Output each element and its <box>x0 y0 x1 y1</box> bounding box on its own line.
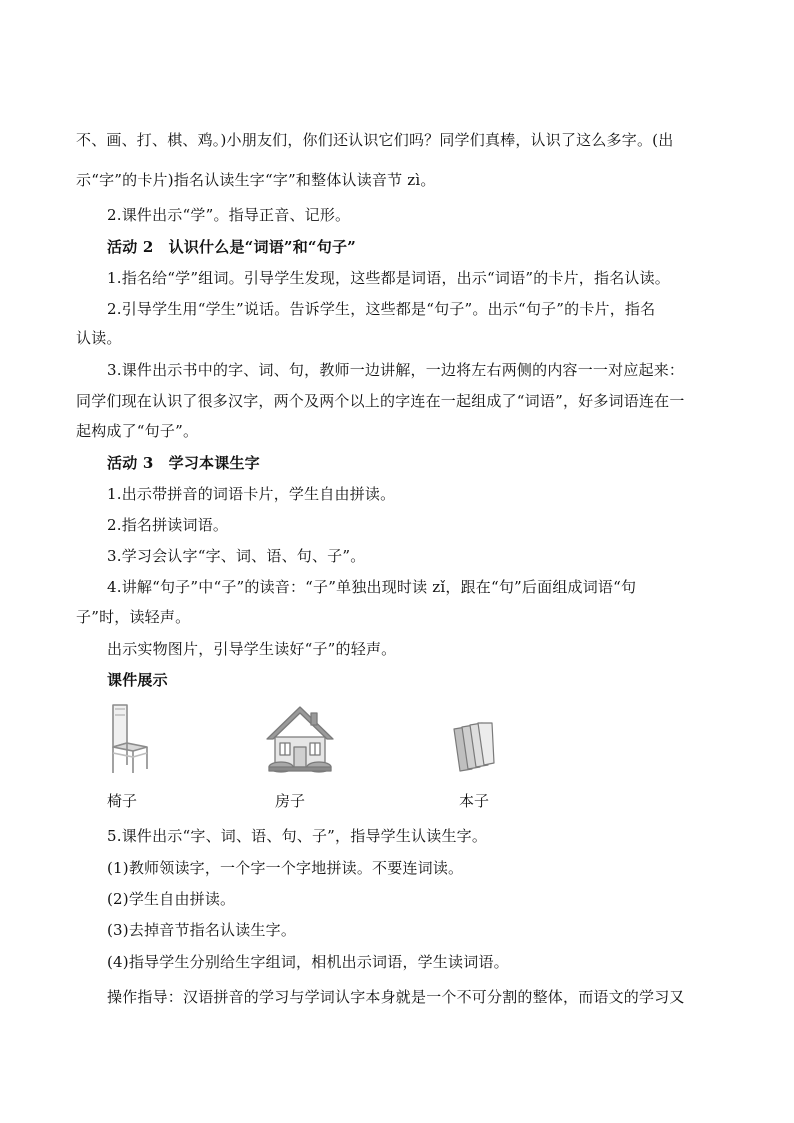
house-icon <box>265 703 335 773</box>
paragraph-line: 子”时，读轻声。 <box>76 608 191 626</box>
caption-house: 房子 <box>275 792 306 810</box>
paragraph-line: 4.讲解“句子”中“子”的读音：“子”单独出现时读 zǐ，跟在“句”后面组成词语“句 <box>107 578 637 596</box>
paragraph-line: 2.指名拼读词语。 <box>107 516 229 534</box>
paragraph-line: 3.课件出示书中的字、词、句，教师一边讲解，一边将左右两侧的内容一一对应起来： <box>107 361 685 379</box>
list-item: (4)指导学生分别给生字组词，相机出示词语，学生读词语。 <box>107 953 509 971</box>
paragraph-line: 2.课件出示“学”。指导正音、记形。 <box>107 206 351 224</box>
paragraph-line: 起构成了“句子”。 <box>76 422 199 440</box>
list-item: (2)学生自由拼读。 <box>107 890 236 908</box>
paragraph-line: 5.课件出示“字、词、语、句、子”，指导学生认读生字。 <box>107 827 488 845</box>
paragraph-line: 认读。 <box>76 329 122 347</box>
paragraph-line: 2.引导学生用“学生”说话。告诉学生，这些都是“句子”。出示“句子”的卡片，指名 <box>107 300 656 318</box>
list-item: (3)去掉音节指名认读生字。 <box>107 921 297 939</box>
paragraph-line: 不、画、打、棋、鸡。)小朋友们，你们还认识它们吗？同学们真棒，认识了这么多字。(出 <box>76 131 674 149</box>
courseware-label: 课件展示 <box>107 671 168 689</box>
caption-chair: 椅子 <box>107 792 138 810</box>
list-item: (1)教师领读字，一个字一个字地拼读。不要连词读。 <box>107 859 464 877</box>
operation-guide: 操作指导：汉语拼音的学习与学词认字本身就是一个不可分割的整体，而语文的学习又 <box>107 988 685 1006</box>
section-heading: 活动 2 认识什么是“词语”和“句子” <box>107 238 356 256</box>
paragraph-line: 同学们现在认识了很多汉字，两个及两个以上的字连在一起组成了“词语”，好多词语连在一 <box>76 392 685 410</box>
paragraph-line: 出示实物图片，引导学生读好“子”的轻声。 <box>107 640 397 658</box>
paragraph-line: 1.指名给“学”组词。引导学生发现，这些都是词语，出示“词语”的卡片，指名认读。 <box>107 269 670 287</box>
paragraph-line: 示“字”的卡片)指名认读生字“字”和整体认读音节 zì。 <box>76 171 436 189</box>
chair-icon <box>105 703 153 775</box>
book-stack-icon <box>452 721 496 773</box>
paragraph-line: 1.出示带拼音的词语卡片，学生自由拼读。 <box>107 485 396 503</box>
caption-book: 本子 <box>459 792 490 810</box>
paragraph-line: 3.学习会认字“字、词、语、句、子”。 <box>107 547 366 565</box>
section-heading: 活动 3 学习本课生字 <box>107 454 260 472</box>
